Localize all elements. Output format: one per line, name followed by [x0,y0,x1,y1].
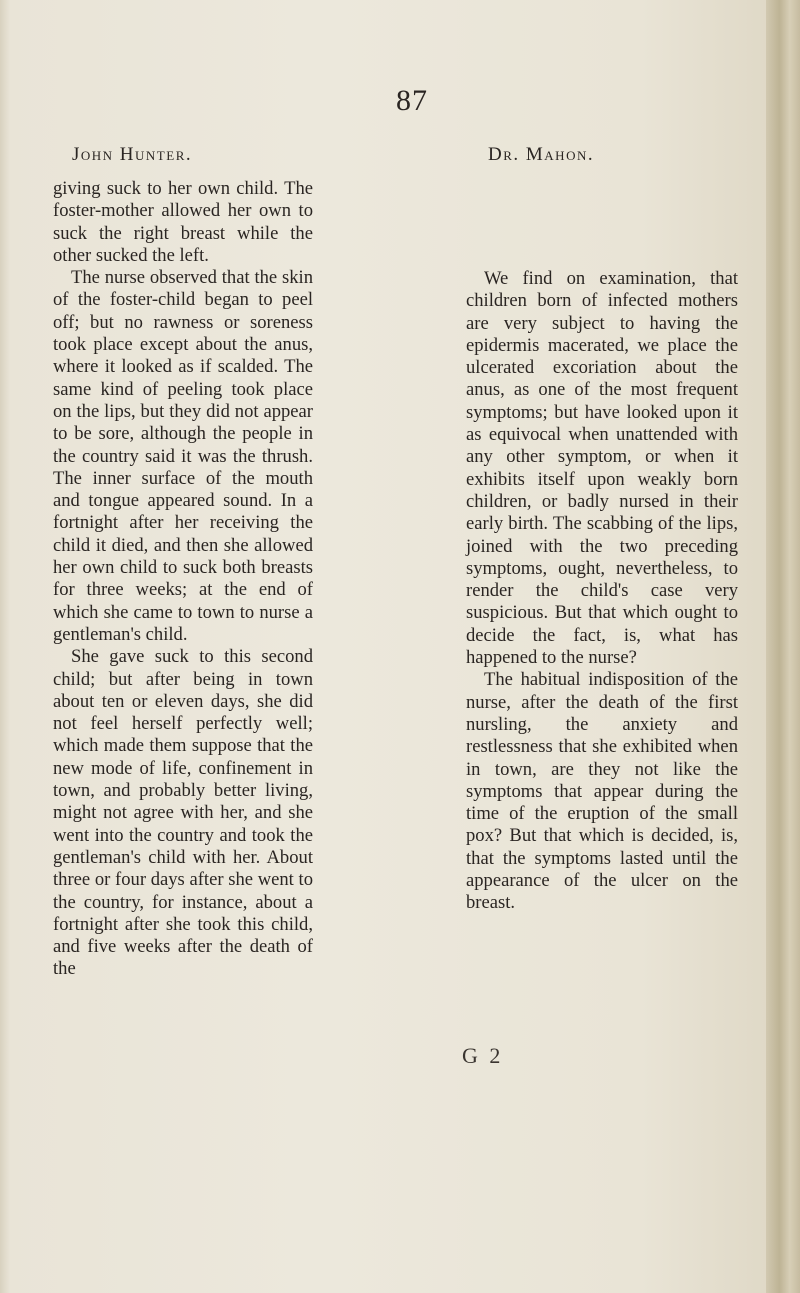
right-column-header: Dr. Mahon. [488,144,595,165]
left-paragraph-3: She gave suck to this second child; but after being in town about ten or eleven days, she did not feel herself perfectly well; which made them suppose that the new mode of life, confinement in town, and probably better living, might not agree with her, and she went into the country and took the gentleman's child with her. About three or four days after she went to the country, for instance, about a fortnight after she took this child, and five weeks after the death of the [53,646,313,980]
right-column-text [466,268,738,915]
right-paragraph-2: The habitual indisposition of the nurse, after the death of the first nursling, the anxiety and restlessness that she exhibited when in town, are they not like the symptoms that appear during the time of the eruption of the small pox? But that which is decided, is, that the symptoms lasted until the appearance of the ulcer on the breast. [466,669,738,914]
page-number: 87 [396,84,428,117]
page-left-edge [0,0,10,1293]
left-paragraph-2: The nurse observed that the skin of the foster-child began to peel off; but no rawness or soreness took place except about the anus, where it looked as if scalded. The same kind of peeling took place on the lips, but they did not appear to be sore, although the people in the country said it was the thrush. The inner surface of the mouth and tongue appeared sound. In a fortnight after her receiving the child it died, and then she allowed her own child to suck both breasts for three weeks; at the end of which she came to town to nurse a gentleman's child. [53,267,313,645]
signature-mark: G 2 [462,1043,504,1068]
left-column-text [53,178,313,981]
right-paragraph-1: We find on examination, that children born of infected mothers are very subject to having the epidermis macerated, we place the ulcerated excoriation about the anus, as one of the most frequent symptoms; but have looked upon it as equivocal when unattended with any other symptom, or when it exhibits itself upon weakly born children, or badly nursed in their early birth. The scabbing of the lips, joined with the two preceding symptoms, ought, nevertheless, to render the child's case very suspicious. But that which ought to decide the fact, is, what has happened to the nurse? [466,268,738,669]
left-column-header: John Hunter. [72,144,193,165]
left-paragraph-1: giving suck to her own child. The foster-mother allowed her own to suck the right breast while the other sucked the left. [53,178,313,266]
page-right-edge [766,0,800,1293]
